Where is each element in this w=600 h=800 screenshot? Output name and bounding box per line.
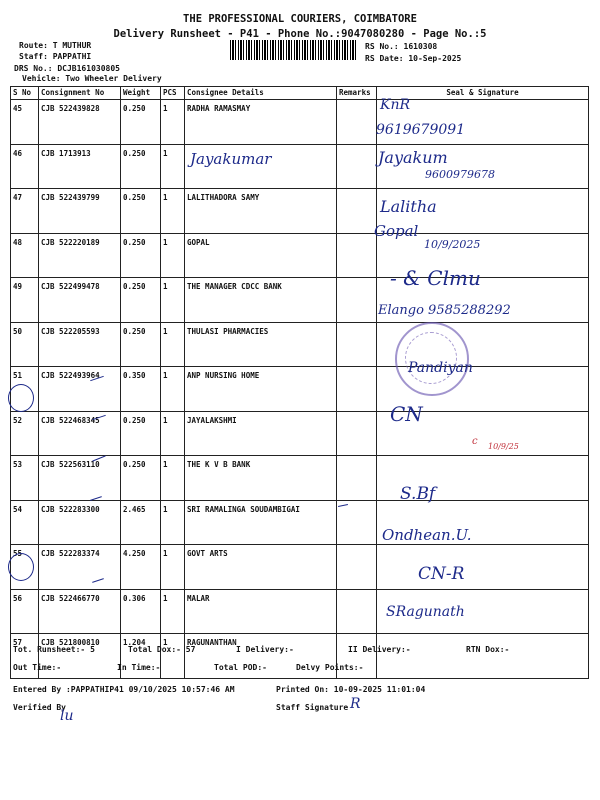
ink-circle-56: [8, 553, 34, 581]
handwritten-date-48: 10/9/2025: [424, 238, 481, 251]
cell-pcs: 1: [161, 278, 185, 323]
cell-remarks: [337, 545, 377, 590]
cell-consignee: LALITHADORA SAMY: [185, 189, 337, 234]
cell-sno: 56: [11, 589, 39, 634]
cell-consignment: CJB 522468345: [39, 411, 121, 456]
rtn-dox: RTN Dox:-: [466, 645, 510, 654]
cell-pcs: 1: [161, 500, 185, 545]
cell-remarks: [337, 367, 377, 412]
cell-remarks: [337, 278, 377, 323]
ink-circle-52: [8, 384, 34, 412]
handwritten-signature-51: Pandiyan: [408, 360, 473, 376]
table-row: [11, 500, 589, 545]
cell-remarks: [337, 144, 377, 189]
runsheet-table: [10, 86, 589, 679]
cell-pcs: 1: [161, 144, 185, 189]
cell-consignment: CJB 521800810: [39, 634, 121, 679]
cell-weight: 1.204: [121, 634, 161, 679]
total-dox: Total Dox:- 57: [128, 645, 196, 654]
handwritten-signature-57: SRagunath: [386, 604, 465, 620]
cell-sno: 53: [11, 456, 39, 501]
cell-consignment: CJB 522283374: [39, 545, 121, 590]
cell-pcs: 1: [161, 189, 185, 234]
cell-sno: 50: [11, 322, 39, 367]
handwritten-signature-56: CN-R: [418, 564, 465, 584]
cell-pcs: 1: [161, 456, 185, 501]
table-row: [11, 545, 589, 590]
rubber-stamp-inner: [405, 332, 457, 384]
cell-weight: 0.250: [121, 411, 161, 456]
cell-sno: 51: [11, 367, 39, 412]
cell-consignee: THULASI PHARMACIES: [185, 322, 337, 367]
cell-remarks: [337, 233, 377, 278]
cell-signature: [377, 634, 589, 679]
col-signature: Seal & Signature: [377, 87, 589, 100]
cell-weight: 0.250: [121, 456, 161, 501]
rs-number: RS No.: 1610308: [365, 42, 438, 51]
cell-consignee: JAYALAKSHMI: [185, 411, 337, 456]
cell-signature: [377, 545, 589, 590]
cell-sno: 49: [11, 278, 39, 323]
cell-pcs: 1: [161, 411, 185, 456]
col-sno: S No: [11, 87, 39, 100]
cell-consignee: MALAR: [185, 589, 337, 634]
cell-weight: 0.250: [121, 100, 161, 145]
cell-consignment: CJB 522466770: [39, 589, 121, 634]
cell-pcs: 1: [161, 367, 185, 412]
cell-consignment: CJB 522563110: [39, 456, 121, 501]
cell-remarks: [337, 500, 377, 545]
cell-sno: 57: [11, 634, 39, 679]
cell-remarks: [337, 589, 377, 634]
cell-sno: 52: [11, 411, 39, 456]
handwritten-signature-52: CN: [390, 402, 423, 426]
staff-signature-label: Staff Signature: [276, 703, 349, 712]
cell-pcs: 1: [161, 322, 185, 367]
cell-weight: 0.250: [121, 189, 161, 234]
cell-sno: 55: [11, 545, 39, 590]
col-consignment: Consignment No: [39, 87, 121, 100]
cell-remarks: [337, 189, 377, 234]
runsheet-subtitle: Delivery Runsheet - P41 - Phone No.:9047080280 - Page No.:5: [113, 28, 487, 40]
route: Route: T MUTHUR: [19, 41, 92, 50]
cell-weight: 2.465: [121, 500, 161, 545]
cell-pcs: 1: [161, 545, 185, 590]
signature-scribble-45: KnR: [380, 97, 411, 113]
cell-consignment: CJB 522499478: [39, 278, 121, 323]
table-row: [11, 589, 589, 634]
cell-weight: 0.250: [121, 278, 161, 323]
staff-signature-scribble: R: [350, 696, 361, 712]
company-title: THE PROFESSIONAL COURIERS, COIMBATORE: [183, 13, 417, 25]
entered-by: Entered By :PAPPATHIP41 09/10/2025 10:57:46 AM: [13, 685, 235, 694]
cell-weight: 0.250: [121, 322, 161, 367]
barcode: [230, 40, 358, 60]
col-weight: Weight: [121, 87, 161, 100]
handwritten-date-53: 10/9/25: [488, 442, 519, 451]
cell-consignment: CJB 522220189: [39, 233, 121, 278]
cell-remarks: [337, 100, 377, 145]
cell-consignment: CJB 1713913: [39, 144, 121, 189]
handwritten-signature-48: Gopal: [374, 222, 419, 240]
handwritten-signature-55: Ondhean.U.: [382, 526, 472, 544]
table-row: [11, 233, 589, 278]
col-consignee: Consignee Details: [185, 87, 337, 100]
handwritten-consignee-46: Jayakumar: [190, 150, 272, 168]
second-delivery: II Delivery:-: [348, 645, 411, 654]
handwritten-phone-45: 9619679091: [376, 122, 466, 138]
cell-sno: 54: [11, 500, 39, 545]
cell-remarks: [337, 322, 377, 367]
table-row: [11, 100, 589, 145]
cell-consignment: CJB 522205593: [39, 322, 121, 367]
handwritten-signature-50: Elango 9585288292: [378, 303, 511, 318]
cell-remarks: [337, 411, 377, 456]
table-row: [11, 144, 589, 189]
table-row: [11, 189, 589, 234]
table-row: [11, 367, 589, 412]
verified-signature-scribble: lu: [60, 708, 74, 724]
cell-sno: 48: [11, 233, 39, 278]
cell-consignee: ANP NURSING HOME: [185, 367, 337, 412]
col-remarks: Remarks: [337, 87, 377, 100]
cell-weight: 0.250: [121, 233, 161, 278]
cell-consignment: CJB 522439828: [39, 100, 121, 145]
cell-pcs: 1: [161, 100, 185, 145]
cell-weight: 0.250: [121, 144, 161, 189]
cell-consignee: SRI RAMALINGA SOUDAMBIGAI: [185, 500, 337, 545]
cell-sno: 47: [11, 189, 39, 234]
first-delivery: I Delivery:-: [236, 645, 294, 654]
in-time: In Time:-: [117, 663, 161, 672]
handwritten-signature-47: Lalitha: [380, 197, 437, 216]
red-mark-53: c: [472, 436, 478, 447]
cell-consignee: RADHA RAMASMAY: [185, 100, 337, 145]
total-pod: Total POD:-: [214, 663, 267, 672]
cell-consignee: RAGUNANTHAN: [185, 634, 337, 679]
verified-by: Verified By: [13, 703, 66, 712]
staff: Staff: PAPPATHI: [19, 52, 92, 61]
cell-consignee: GOVT ARTS: [185, 545, 337, 590]
handwritten-signature-46: Jayakum: [378, 148, 448, 167]
vehicle: Vehicle: Two Wheeler Delivery: [22, 74, 162, 83]
cell-pcs: 1: [161, 634, 185, 679]
table-row: [11, 322, 589, 367]
handwritten-phone-46: 9600979678: [425, 168, 495, 181]
cell-weight: 4.250: [121, 545, 161, 590]
cell-sno: 46: [11, 144, 39, 189]
cell-consignee: THE K V B BANK: [185, 456, 337, 501]
out-time: Out Time:-: [13, 663, 62, 672]
cell-sno: 45: [11, 100, 39, 145]
table-header-row: [11, 87, 589, 100]
cell-weight: 0.350: [121, 367, 161, 412]
cell-consignee: GOPAL: [185, 233, 337, 278]
col-pcs: PCS: [161, 87, 185, 100]
drs-number: DRS No.: DCJB161030805: [14, 64, 120, 73]
cell-remarks: [337, 456, 377, 501]
delivery-points: Delvy Points:-: [296, 663, 364, 672]
cell-consignment: CJB 522283300: [39, 500, 121, 545]
printed-on: Printed On: 10-09-2025 11:01:04: [276, 685, 426, 694]
cell-consignment: CJB 522493964: [39, 367, 121, 412]
cell-pcs: 1: [161, 233, 185, 278]
handwritten-signature-54: S.Bf: [400, 484, 436, 504]
total-runsheet: Tot. Runsheet:- 5: [13, 645, 95, 654]
cell-consignment: CJB 522439799: [39, 189, 121, 234]
cell-pcs: 1: [161, 589, 185, 634]
handwritten-signature-49: - & Clmu: [390, 266, 481, 290]
table-row: [11, 456, 589, 501]
cell-weight: 0.306: [121, 589, 161, 634]
cell-consignee: THE MANAGER CDCC BANK: [185, 278, 337, 323]
rs-date: RS Date: 10-Sep-2025: [365, 54, 462, 63]
